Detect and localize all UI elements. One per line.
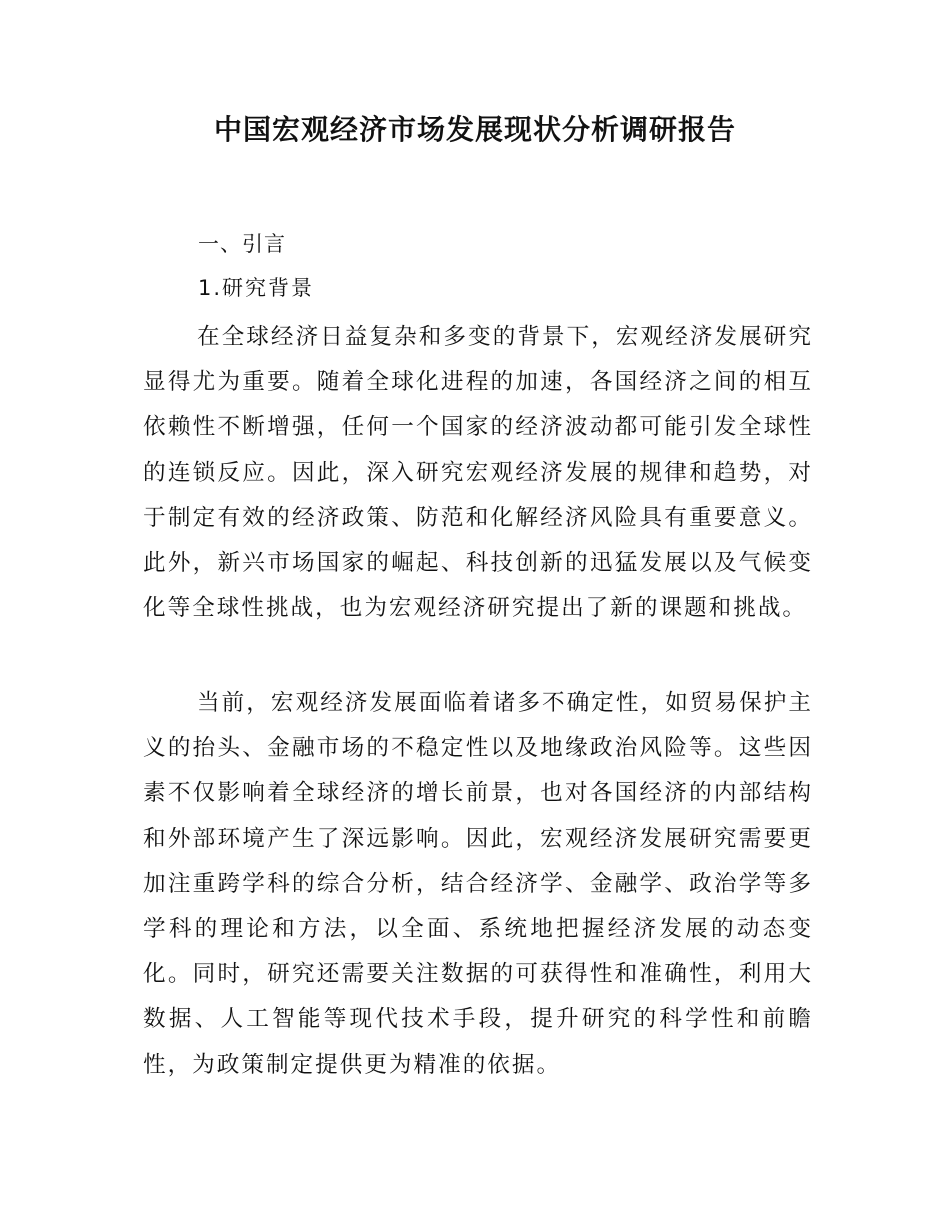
paragraph-2: 当前，宏观经济发展面临着诸多不确定性，如贸易保护主义的抬头、金融市场的不稳定性以及地缘政治风险等。这些因素不仅影响着全球经济的增长前景，也对各国经济的内部结构和外部环境产生了深远影响。因此，宏观经济发展研究需要更加注重跨学科的综合分析，结合经济学、金融学、政治学等多学科的理论和方法，以全面、系统地把握经济发展的动态变化。同时，研究还需要关注数据的可获得性和准确性，利用大数据、人工智能等现代技术手段，提升研究的科学性和前瞻性，为政策制定提供更为精准的依据。 [143,690,813,1078]
sub-heading: 1.研究背景 [198,276,315,300]
section-heading: 一、引言 [198,232,286,256]
document-title: 中国宏观经济市场发展现状分析调研报告 [213,113,736,146]
paragraph-1: 在全球经济日益复杂和多变的背景下，宏观经济发展研究显得尤为重要。随着全球化进程的加速，各国经济之间的相互依赖性不断增强，任何一个国家的经济波动都可能引发全球性的连锁反应。因此，深入研究宏观经济发展的规律和趋势，对于制定有效的经济政策、防范和化解经济风险具有重要意义。此外，新兴市场国家的崛起、科技创新的迅猛发展以及气候变化等全球性挑战，也为宏观经济研究提出了新的课题和挑战。 [143,324,813,622]
